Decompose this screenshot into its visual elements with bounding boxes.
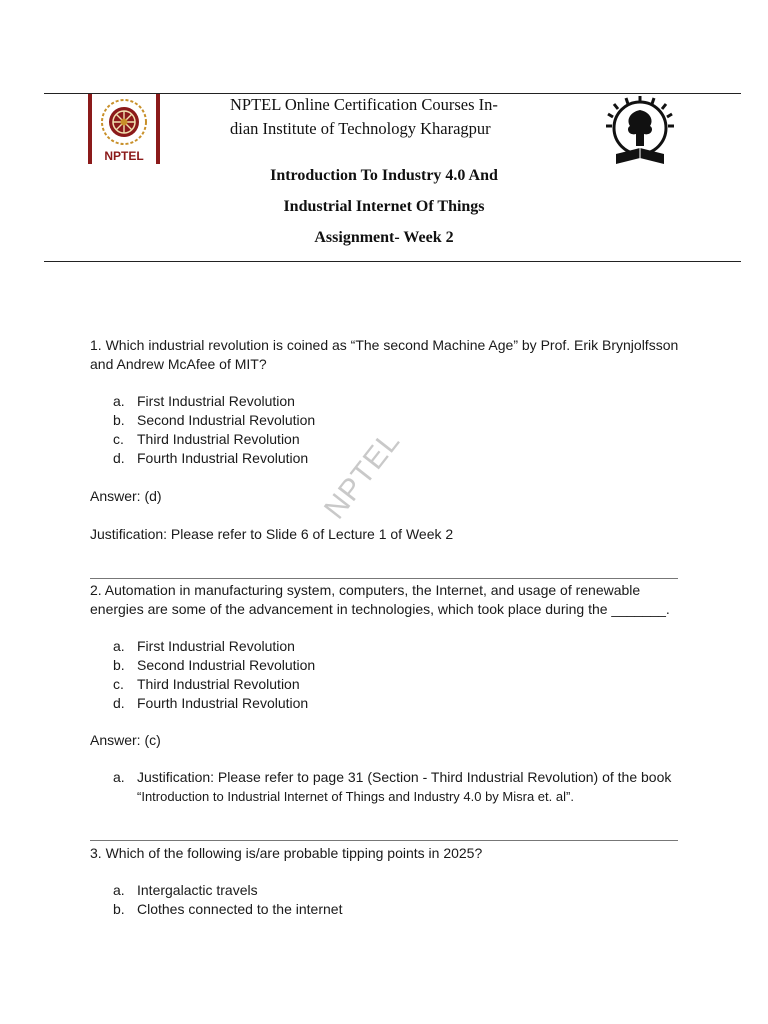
- option-text: First Industrial Revolution: [137, 393, 295, 409]
- option-text: Second Industrial Revolution: [137, 412, 316, 428]
- option-letter: d.: [113, 695, 125, 711]
- nptel-logo-text: NPTEL: [104, 149, 144, 163]
- nptel-watermark: NPTEL: [318, 424, 407, 526]
- question-1-option-b: [113, 411, 315, 430]
- option-letter: b.: [113, 412, 125, 428]
- question-3-text: 3. Which of the following is/are probable tipping points in 2025?: [90, 845, 483, 861]
- institute-line-2: dian Institute of Technology Kharagpur: [230, 119, 491, 138]
- option-letter: c.: [113, 676, 124, 692]
- option-letter: c.: [113, 431, 124, 447]
- option-text: First Industrial Revolution: [137, 638, 295, 654]
- question-1-justification: Justification: Please refer to Slide 6 of Lecture 1 of Week 2: [90, 526, 454, 542]
- question-1-text-line-1: 1. Which industrial revolution is coined as “The second Machine Age” by Prof. Erik Brynjolfsson: [90, 337, 679, 353]
- nptel-logo: [88, 94, 160, 166]
- iit-kharagpur-logo: [602, 94, 678, 168]
- question-1-option-a: [113, 392, 295, 411]
- option-text: Clothes connected to the internet: [137, 901, 343, 917]
- justification-letter: a.: [113, 769, 125, 785]
- option-text: Fourth Industrial Revolution: [137, 695, 309, 711]
- question-3-option-b: [113, 900, 342, 919]
- assignment-week-title: Assignment- Week 2: [314, 229, 454, 246]
- question-2-option-d: [113, 694, 308, 713]
- option-text: Intergalactic travels: [137, 882, 258, 898]
- option-letter: b.: [113, 901, 125, 917]
- course-title-line-1: Introduction To Industry 4.0 And: [270, 167, 498, 184]
- question-3-option-a: [113, 881, 258, 900]
- question-2-option-a: [113, 637, 295, 656]
- question-2-text-line-2: energies are some of the advancement in technologies, which took place during the _______.: [90, 601, 670, 617]
- option-letter: a.: [113, 882, 125, 898]
- justification-line-2: “Introduction to Industrial Internet of Things and Industry 4.0 by Misra et. al”.: [137, 789, 574, 804]
- question-1-option-d: [113, 449, 308, 468]
- question-1-answer: Answer: (d): [90, 488, 162, 504]
- course-title-line-2: Industrial Internet Of Things: [283, 198, 485, 215]
- option-letter: b.: [113, 657, 125, 673]
- question-2-justification: [113, 768, 671, 787]
- option-letter: a.: [113, 638, 125, 654]
- institute-name: [230, 93, 540, 141]
- justification-line-1: Justification: Please refer to page 31 (Section - Third Industrial Revolution) of the book: [137, 769, 672, 785]
- question-separator: [90, 840, 678, 841]
- question-2-option-c: [113, 675, 300, 694]
- question-1-text-line-2: and Andrew McAfee of MIT?: [90, 356, 267, 372]
- option-text: Third Industrial Revolution: [137, 431, 300, 447]
- option-text: Fourth Industrial Revolution: [137, 450, 309, 466]
- institute-line-1: NPTEL Online Certification Courses In-: [230, 95, 498, 114]
- question-2-answer: Answer: (c): [90, 732, 161, 748]
- question-2-option-b: [113, 656, 315, 675]
- question-separator: [90, 578, 678, 579]
- option-text: Third Industrial Revolution: [137, 676, 300, 692]
- question-1-option-c: [113, 430, 300, 449]
- option-text: Second Industrial Revolution: [137, 657, 316, 673]
- option-letter: d.: [113, 450, 125, 466]
- header-bottom-rule: [44, 261, 741, 262]
- option-letter: a.: [113, 393, 125, 409]
- question-2-text-line-1: 2. Automation in manufacturing system, computers, the Internet, and usage of renewable: [90, 582, 641, 598]
